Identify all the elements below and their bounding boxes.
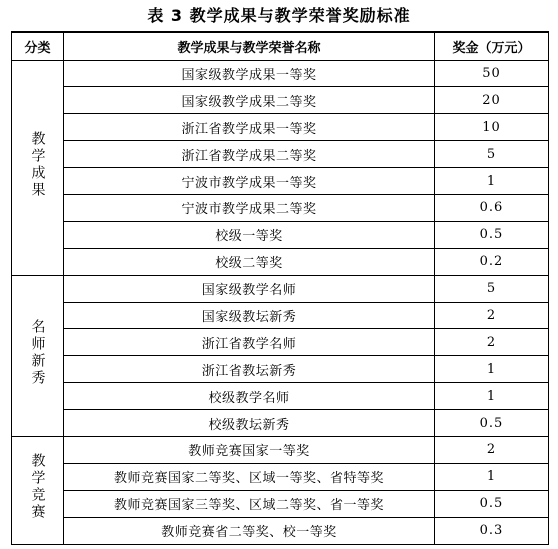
table-row: [12, 383, 549, 410]
header-amount: 奖金（万元）: [435, 32, 549, 60]
award-amount: 5: [435, 141, 549, 168]
category-cell-famous-teachers: [12, 275, 64, 436]
award-name: 校级一等奖: [64, 221, 435, 248]
award-name: 教师竞赛省二等奖、校一等奖: [64, 517, 435, 544]
award-name: 浙江省教学成果一等奖: [64, 114, 435, 141]
award-amount: 10: [435, 114, 549, 141]
category-label: 教学成果: [29, 130, 46, 199]
award-name: 宁波市教学成果二等奖: [64, 194, 435, 221]
category-label: 名师新秀: [29, 318, 46, 387]
award-name: 浙江省教学成果二等奖: [64, 141, 435, 168]
award-name: 国家级教学名师: [64, 275, 435, 302]
award-amount: 1: [435, 463, 549, 490]
category-cell-teaching-results: [12, 60, 64, 275]
award-amount: 2: [435, 302, 549, 329]
award-amount: 0.6: [435, 194, 549, 221]
award-amount: 0.5: [435, 221, 549, 248]
award-amount: 2: [435, 329, 549, 356]
award-amount: 1: [435, 168, 549, 195]
table-title: 表 3 教学成果与教学荣誉奖励标准: [147, 6, 411, 25]
award-amount: 0.3: [435, 517, 549, 544]
award-name: 浙江省教坛新秀: [64, 356, 435, 383]
award-amount: 1: [435, 356, 549, 383]
award-name: 教师竞赛国家一等奖: [64, 436, 435, 463]
table-row: [12, 302, 549, 329]
header-category: 分类: [12, 32, 64, 60]
rewards-table: [11, 31, 549, 545]
award-amount: 5: [435, 275, 549, 302]
category-cell-teaching-competitions: [12, 436, 64, 544]
table-row: [12, 114, 549, 141]
award-amount: 0.5: [435, 410, 549, 437]
award-amount: 50: [435, 60, 549, 87]
award-amount: 0.5: [435, 490, 549, 517]
award-amount: 0.2: [435, 248, 549, 275]
table-row: [12, 248, 549, 275]
award-amount: 2: [435, 436, 549, 463]
award-name: 国家级教坛新秀: [64, 302, 435, 329]
award-name: 校级二等奖: [64, 248, 435, 275]
award-amount: 20: [435, 87, 549, 114]
award-name: 教师竞赛国家三等奖、区域二等奖、省一等奖: [64, 490, 435, 517]
table-header-row: [12, 32, 549, 60]
award-name: 宁波市教学成果一等奖: [64, 168, 435, 195]
award-name: 国家级教学成果二等奖: [64, 87, 435, 114]
table-row: [12, 329, 549, 356]
category-label: 教学竞赛: [29, 453, 46, 522]
table-row: [12, 490, 549, 517]
award-name: 浙江省教学名师: [64, 329, 435, 356]
table-row: [12, 436, 549, 463]
table-row: [12, 356, 549, 383]
table-row: [12, 60, 549, 87]
table-row: [12, 463, 549, 490]
table-row: [12, 87, 549, 114]
table-row: [12, 517, 549, 544]
table-row: [12, 194, 549, 221]
table-row: [12, 168, 549, 195]
table-row: [12, 410, 549, 437]
award-amount: 1: [435, 383, 549, 410]
table-row: [12, 141, 549, 168]
award-name: 校级教学名师: [64, 383, 435, 410]
table-row: [12, 221, 549, 248]
award-name: 教师竞赛国家二等奖、区域一等奖、省特等奖: [64, 463, 435, 490]
table-row: [12, 275, 549, 302]
award-name: 校级教坛新秀: [64, 410, 435, 437]
award-name: 国家级教学成果一等奖: [64, 60, 435, 87]
header-name: 教学成果与教学荣誉名称: [64, 32, 435, 60]
